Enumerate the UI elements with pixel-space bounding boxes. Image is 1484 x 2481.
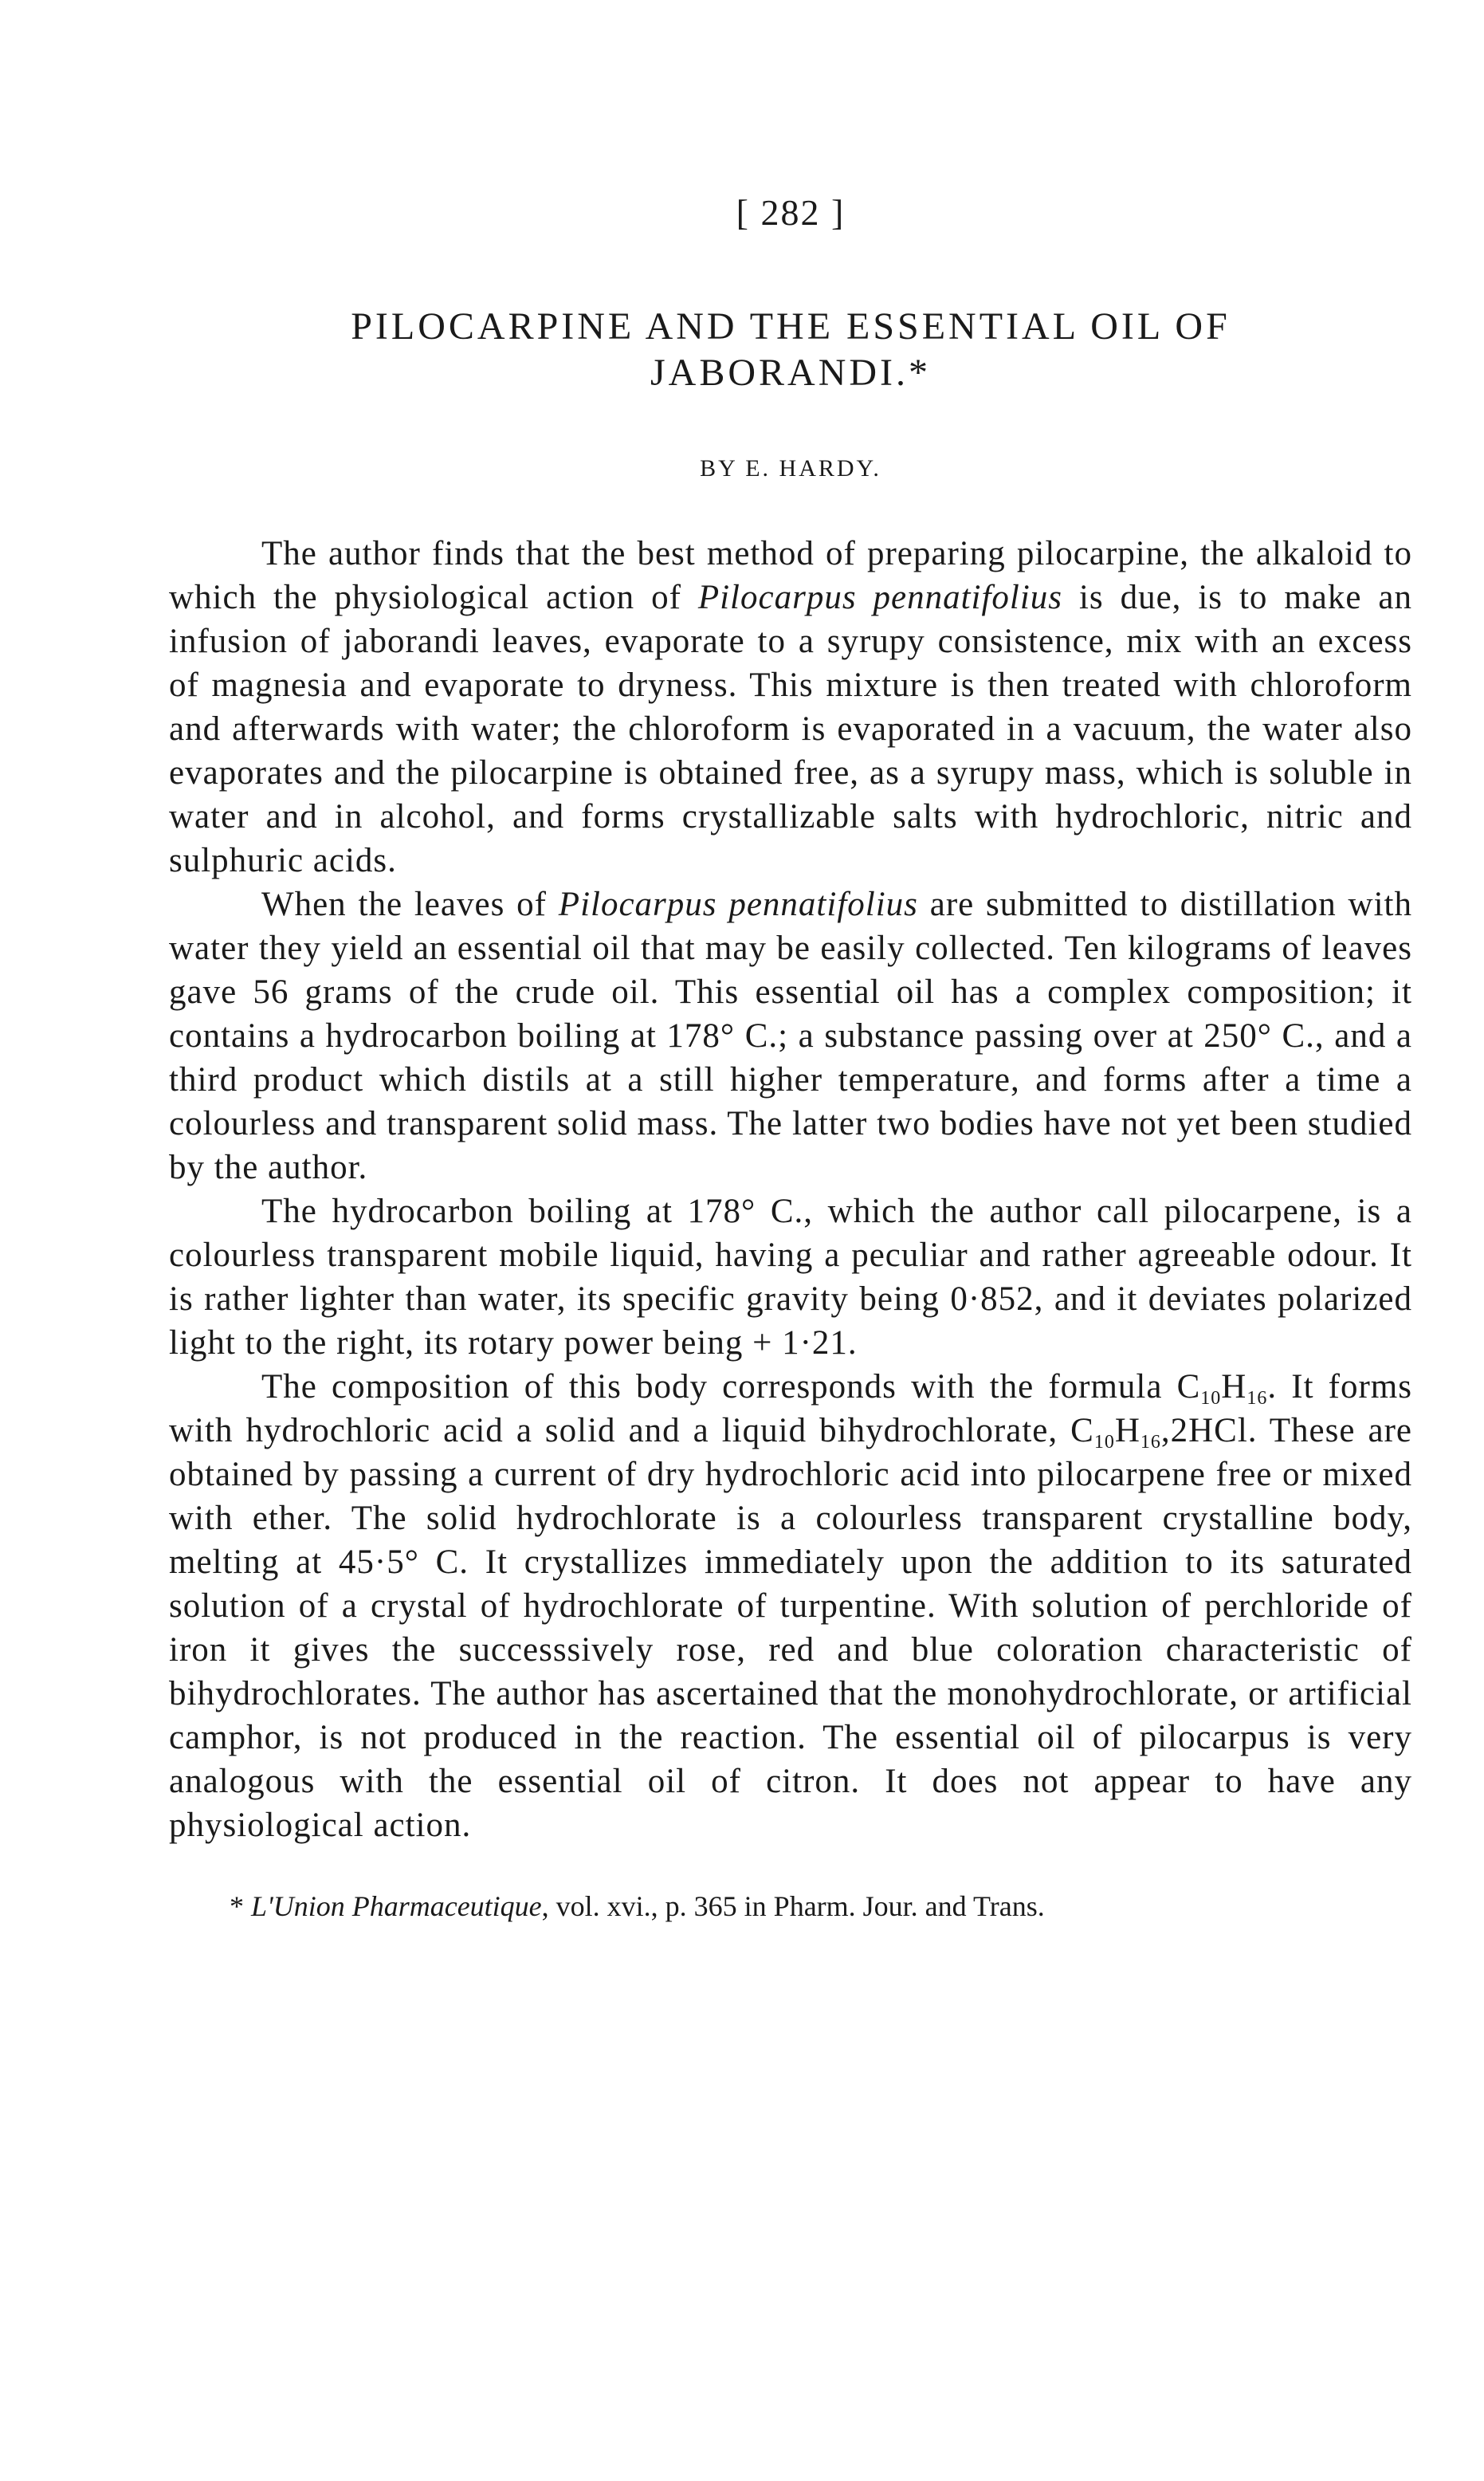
paragraph-3: The hydrocarbon boiling at 178° C., which the author call pilocarpene, is a colourless transparent mobile liquid, having a peculiar and rather agreeable odour. It is rather lighter than water, its specific gravity being 0·852, and it deviates polarized light to the right, its rotary power being + 1·21. [169, 1193, 1412, 1362]
paragraph-1-text-c: is due, is to make an infusion of jaborandi leaves, evaporate to a syrupy consistence, mix with an excess of magnesia and evaporate to dryness. This mixture is then treated with chloroform and afterwards with water; the chloroform is evaporated in a vacuum, the water also evaporates and the pilocarpine is obtained free, as a syrupy mass, which is soluble in water and in alcohol, and forms crystallizable salts with hydrochloric, nitric and sulphuric acids. [169, 579, 1412, 879]
footnote-mark: * [230, 1890, 251, 1922]
paragraph-4 [169, 1365, 1412, 1847]
paragraph-2-text-c: are submitted to distillation with water they yield an essential oil that may be easily collected. Ten kilograms of leaves gave 56 grams of the crude oil. This essential oil has a complex composition; it contains a hydrocarbon boiling at 178° C.; a substance passing over at 250° C., and a third product which distils at a still higher temperature, and forms after a time a colourless and transparent solid mass. The latter two bodies have not yet been studied by the author. [169, 886, 1412, 1186]
paragraph-1-text-a: The author finds that the best method of preparing pilocarpine, the alkaloid to which the physiological action of [169, 535, 1412, 616]
author-byline: BY E. HARDY. [700, 455, 881, 482]
paragraph-2-text-a: When the leaves of [261, 886, 559, 923]
paragraph-4-text-a: The composition of this body corresponds with the formula C [261, 1368, 1201, 1406]
formula-subscript: 10 [1200, 1388, 1222, 1409]
paragraph-1 [169, 532, 1412, 883]
paragraph-4-text-e: ,2HCl. These are obtained by passing a current of dry hydrochloric acid into pilocarpene free or mixed with ether. The solid hydrochlorate is a colourless transparent crystalline body, melting at 45·5° C. It crystallizes immediately upon the addition to its saturated solution of a crystal of hydrochlorate of turpentine. With solution of perchloride of iron it gives the successsively rose, red and blue coloration characteristic of bihydrochlorates. The author has ascertained that the monohydrochlorate, or artificial camphor, is not produced in the reaction. The essential oil of pilocarpus is very analogous with the essential oil of citron. It does not appear to have any physiological action. [169, 1412, 1412, 1844]
footnote [169, 1889, 1412, 1924]
article-title-line-2: JABORANDI.* [650, 352, 931, 394]
paragraph-4-text-c: . It forms with hydrochloric acid a solid and a liquid bihydrochlorate, C [169, 1368, 1412, 1449]
article-title [169, 304, 1412, 396]
footnote-citation: , vol. xvi., p. 365 in Pharm. Jour. and Trans. [541, 1890, 1045, 1922]
formula-subscript: 16 [1140, 1432, 1161, 1453]
page-number: [ 282 ] [736, 192, 846, 233]
paragraph-2 [169, 883, 1412, 1189]
species-name-italic: Pilocarpus pennatifolius [697, 579, 1063, 616]
article-body [169, 532, 1412, 1847]
species-name-italic: Pilocarpus pennatifolius [558, 886, 918, 923]
footnote-source-italic: L'Union Pharmaceutique [251, 1890, 542, 1922]
article-title-line-1: PILOCARPINE AND THE ESSENTIAL OIL OF [351, 305, 1231, 348]
paragraph-4-text-d: H [1114, 1412, 1140, 1449]
formula-subscript: 10 [1093, 1432, 1115, 1453]
document-page [169, 191, 1412, 1924]
paragraph-4-text-b: H [1221, 1368, 1247, 1406]
formula-subscript: 16 [1246, 1388, 1268, 1409]
